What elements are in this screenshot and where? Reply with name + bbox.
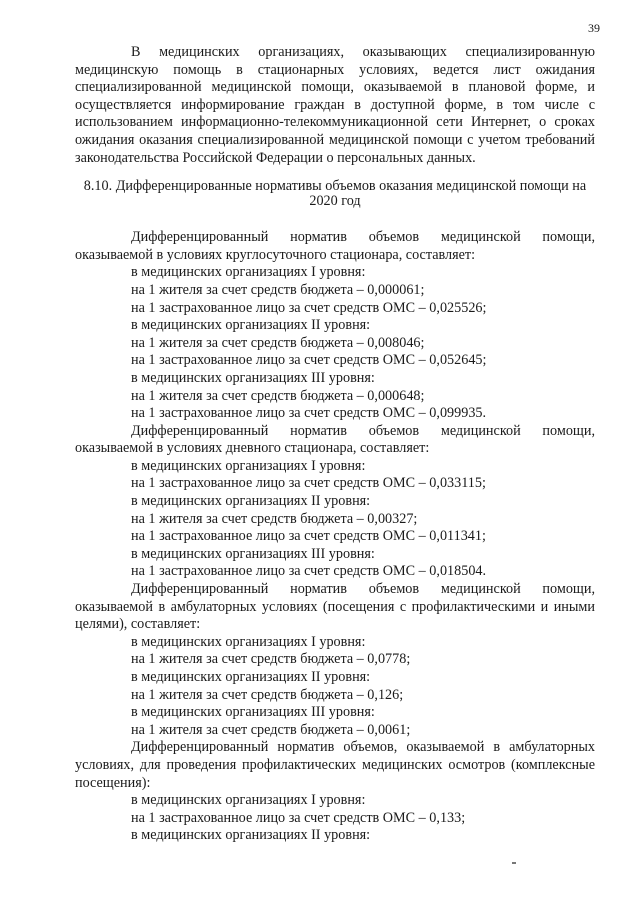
list-item: на 1 застрахованное лицо за счет средств ОМС – 0,133; <box>131 809 466 826</box>
list-item: на 1 жителя за счет средств бюджета – 0,0778; <box>131 651 411 668</box>
list-item: на 1 застрахованное лицо за счет средств ОМС – 0,018504. <box>131 563 487 580</box>
list-item: на 1 застрахованное лицо за счет средств ОМС – 0,025526; <box>131 299 487 316</box>
list-item: на 1 застрахованное лицо за счет средств ОМС – 0,099935. <box>131 405 487 422</box>
section-outpatient-visits <box>75 581 595 739</box>
list-item: в медицинских организациях III уровня: <box>131 704 375 721</box>
document-body <box>75 44 595 845</box>
section-intro: Дифференцированный норматив объемов медицинской помощи, оказываемой в амбулаторных условиях (посещения с профилактическими и иными целями), составляет: <box>75 581 595 633</box>
list-item: в медицинских организациях II уровня: <box>131 493 371 510</box>
page-number: 39 <box>588 21 600 35</box>
list-item: в медицинских организациях I уровня: <box>131 457 366 474</box>
section-day-hospital <box>75 423 595 581</box>
list-item: в медицинских организациях II уровня: <box>131 669 371 685</box>
list-item: на 1 жителя за счет средств бюджета – 0,000061; <box>131 281 425 298</box>
list-item: в медицинских организациях I уровня: <box>131 792 366 809</box>
list-item: на 1 жителя за счет средств бюджета – 0,00327; <box>131 510 418 527</box>
list-item: в медицинских организациях I уровня: <box>131 264 366 281</box>
list-item: в медицинских организациях II уровня: <box>131 827 371 844</box>
list-item: на 1 застрахованное лицо за счет средств ОМС – 0,011341; <box>131 528 486 545</box>
list-item: на 1 жителя за счет средств бюджета – 0,008046; <box>131 334 425 351</box>
intro-paragraph: В медицинских организациях, оказывающих специализированную медицинскую помощь в стационарных условиях, ведется лист ожидания специализированной медицинской помощи, оказываемой в плановой форме, и осуществляется информирование граждан в доступной форме, в том числе с использованием информационно-телекоммуникационной сети Интернет, о сроках ожидания оказания специализированной медицинской помощи с учетом требований законодательства Российской Федерации о персональных данных. <box>75 44 595 166</box>
list-item: в медицинских организациях III уровня: <box>131 545 375 562</box>
section-round-the-clock-hospital <box>75 229 595 423</box>
section-preventive-exams <box>75 739 595 845</box>
section-heading: 8.10. Дифференцированные нормативы объемов оказания медицинской помощи на 2020 год <box>83 178 587 210</box>
list-item: на 1 жителя за счет средств бюджета – 0,126; <box>131 686 404 703</box>
list-item: на 1 жителя за счет средств бюджета – 0,000648; <box>131 387 425 404</box>
scan-artifact-mark <box>512 862 516 864</box>
list-item: на 1 жителя за счет средств бюджета – 0,0061; <box>131 721 411 738</box>
section-intro: Дифференцированный норматив объемов медицинской помощи, оказываемой в условиях круглосуточного стационара, составляет: <box>75 229 595 263</box>
list-item: в медицинских организациях I уровня: <box>131 633 366 650</box>
section-intro: Дифференцированный норматив объемов, оказываемой в амбулаторных условиях, для проведения профилактических медицинских осмотров (комплексные посещения): <box>75 739 595 791</box>
list-item: на 1 застрахованное лицо за счет средств ОМС – 0,033115; <box>131 475 486 492</box>
list-item: на 1 застрахованное лицо за счет средств ОМС – 0,052645; <box>131 352 487 369</box>
section-intro: Дифференцированный норматив объемов медицинской помощи, оказываемой в условиях дневного стационара, составляет: <box>75 422 595 457</box>
list-item: в медицинских организациях III уровня: <box>131 369 375 386</box>
list-item: в медицинских организациях II уровня: <box>131 317 371 334</box>
